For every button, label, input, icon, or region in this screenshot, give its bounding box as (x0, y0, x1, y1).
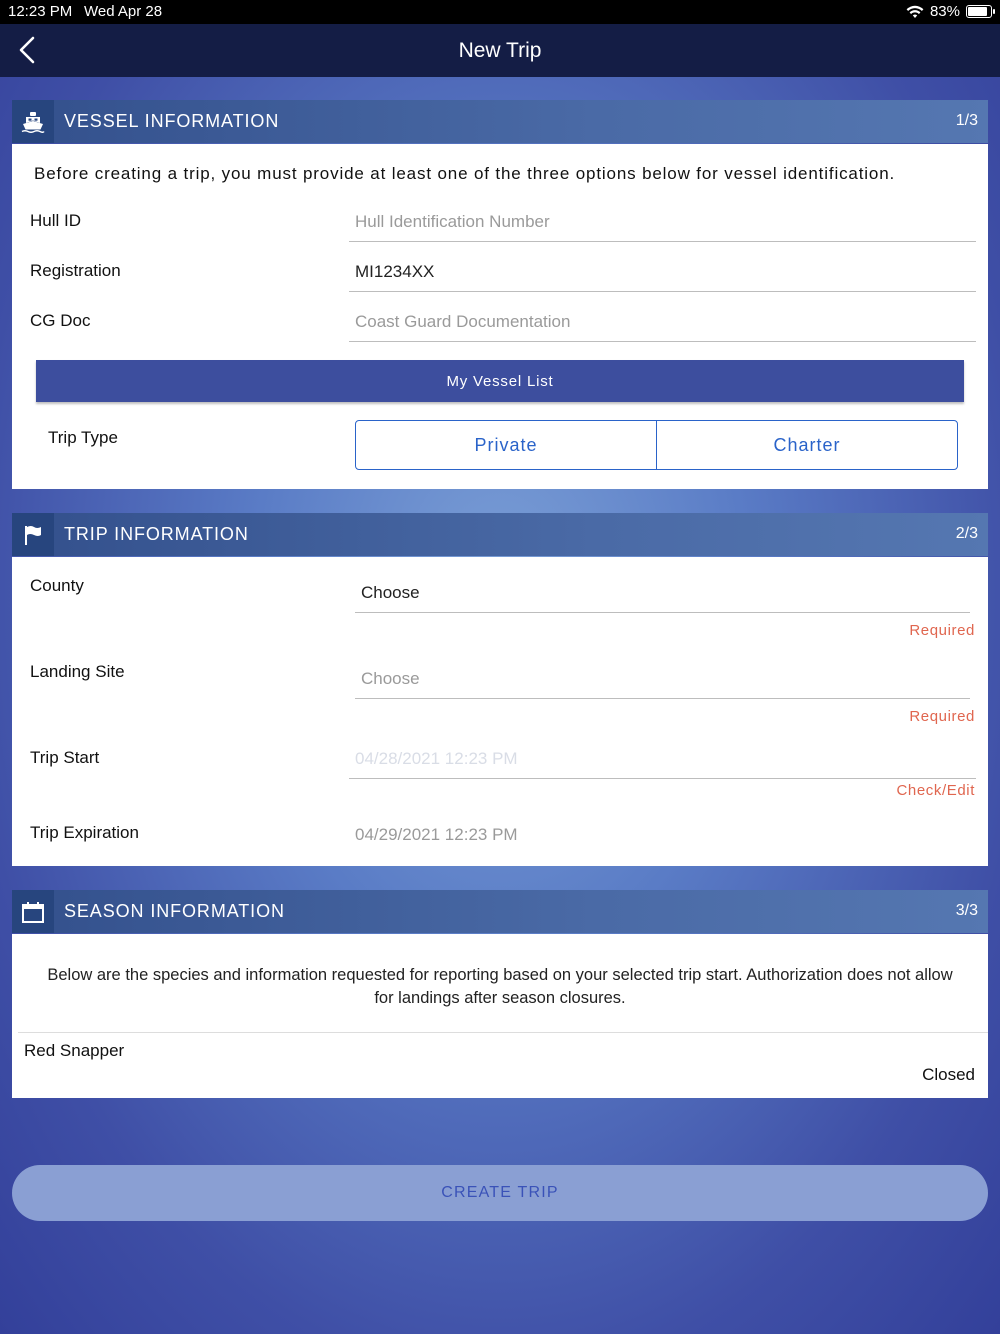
trip-type-segmented-control (355, 420, 958, 470)
registration-field[interactable] (349, 254, 976, 292)
vessel-section-step: 1/3 (955, 112, 978, 129)
trip-type-label: Trip Type (48, 428, 118, 447)
season-description: Below are the species and information requested for reporting based on your selected trip start. Authorization does not allow for landings after season closures. (47, 966, 953, 1007)
season-section-step: 3/3 (955, 902, 978, 919)
season-section-header (12, 890, 988, 933)
county-required-error: Required (909, 622, 975, 639)
page-title: New Trip (458, 39, 542, 62)
battery-percent: 83% (929, 3, 960, 20)
season-card (12, 934, 988, 1098)
trip-expiration-label: Trip Expiration (30, 823, 139, 842)
season-section-title: SEASON INFORMATION (64, 901, 285, 921)
trip-type-charter-option[interactable]: Charter (656, 421, 957, 469)
species-name: Red Snapper (24, 1041, 125, 1060)
create-trip-button[interactable]: CREATE TRIP (12, 1165, 988, 1221)
trip-card (12, 557, 988, 866)
hull-id-field[interactable] (349, 204, 976, 242)
trip-section-title: TRIP INFORMATION (64, 524, 249, 544)
status-date: Wed Apr 28 (84, 3, 163, 20)
vessel-section-header (12, 100, 988, 143)
trip-type-private-option[interactable]: Private (474, 434, 538, 455)
landing-site-label: Landing Site (30, 662, 125, 681)
vessel-icon-box (12, 100, 54, 143)
vessel-card (12, 144, 988, 489)
ship-icon (21, 111, 45, 133)
hull-id-placeholder: Hull Identification Number (355, 212, 550, 231)
trip-start-field[interactable] (349, 741, 976, 779)
hull-id-label: Hull ID (30, 211, 82, 230)
landing-site-select[interactable] (355, 661, 970, 699)
trip-section-step: 2/3 (955, 525, 978, 542)
registration-label: Registration (30, 261, 121, 280)
species-status: Closed (922, 1065, 975, 1084)
trip-start-check-edit-link[interactable]: Check/Edit (896, 782, 975, 799)
trip-start-label: Trip Start (30, 748, 100, 767)
season-icon-box (12, 890, 54, 933)
status-time: 12:23 PM (8, 3, 73, 20)
county-value: Choose (361, 583, 420, 602)
vessel-section-title: VESSEL INFORMATION (64, 111, 280, 131)
nav-bar (0, 24, 1000, 77)
cg-doc-placeholder: Coast Guard Documentation (355, 312, 571, 331)
trip-icon-box (12, 513, 54, 556)
wifi-icon (906, 5, 924, 19)
county-select[interactable] (355, 575, 970, 613)
landing-site-placeholder: Choose (361, 669, 420, 688)
trip-expiration-value: 04/29/2021 12:23 PM (355, 825, 518, 844)
landing-site-required-error: Required (909, 708, 975, 725)
county-label: County (30, 576, 84, 595)
flag-icon (23, 524, 43, 546)
vessel-instructions: Before creating a trip, you must provide at least one of the three options below for vessel identification. (34, 164, 896, 183)
trip-section-header (12, 513, 988, 556)
cg-doc-label: CG Doc (30, 311, 91, 330)
season-divider (18, 1032, 988, 1033)
cg-doc-field[interactable] (349, 304, 976, 342)
registration-value: MI1234XX (355, 262, 435, 281)
battery-icon (966, 5, 992, 18)
status-right (906, 3, 992, 20)
my-vessel-list-button[interactable]: My Vessel List (36, 360, 964, 402)
calendar-icon (21, 901, 45, 923)
trip-start-value: 04/28/2021 12:23 PM (355, 749, 518, 768)
status-bar (0, 0, 1000, 24)
